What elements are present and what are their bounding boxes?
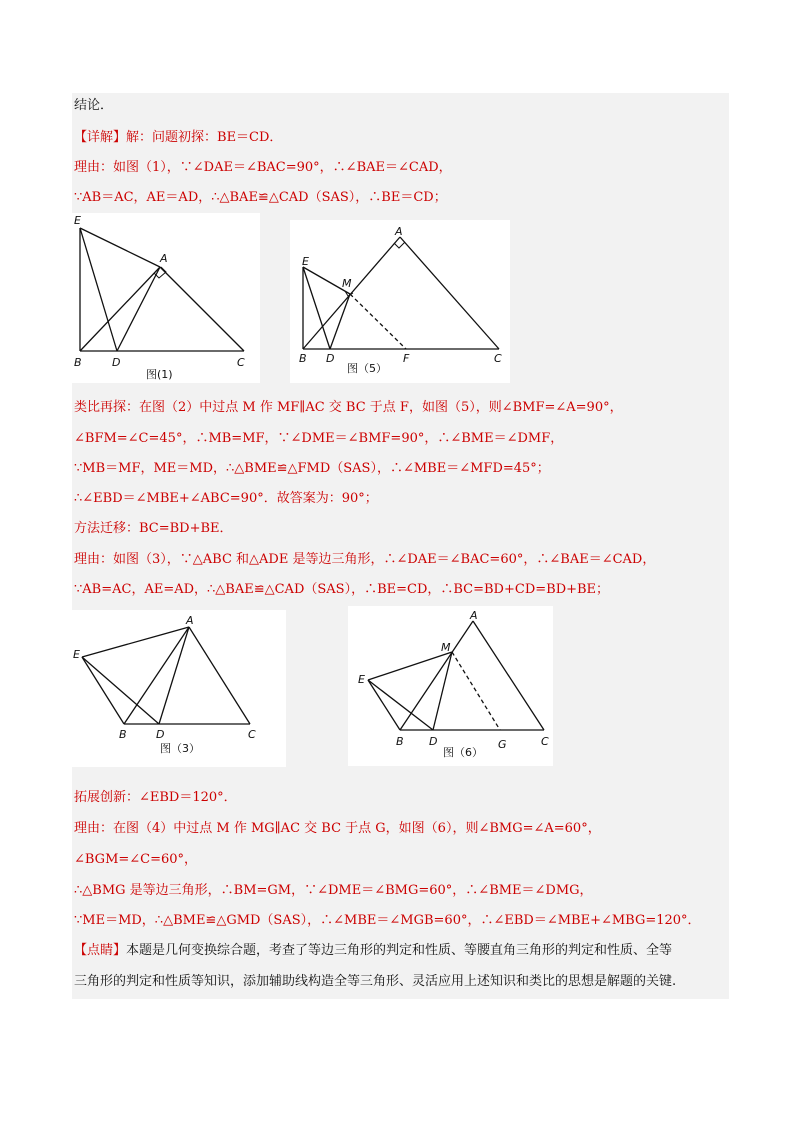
fig5-label-b: B [299,352,307,365]
text-line-3: 理由：如图（1），∵∠DAE＝∠BAC=90°，∴∠BAE＝∠CAD， [74,160,452,175]
fig5-label-m: M [342,277,352,290]
fig3-caption: 图（3） [160,742,200,755]
figure-1 [72,213,260,383]
fig6-label-g: G [498,738,507,751]
fig6-label-c: C [541,735,549,748]
detail-tag: 【详解】 [74,130,127,145]
fig5-label-d: D [326,352,335,365]
fig1-label-d: D [112,356,121,369]
detail-text: 解：问题初探：BE＝CD． [126,130,283,145]
text-line-8: ∴∠EBD＝∠MBE+∠ABC=90°．故答案为：90°； [74,491,378,506]
fig6-label-d: D [429,735,438,748]
fig1-label-c: C [237,356,245,369]
text-line-10: 理由：如图（3），∵△ABC 和△ADE 是等边三角形，∴∠DAE＝∠BAC=60°，∴∠BAE＝∠CAD， [74,552,656,567]
text-line-16: ∵ME＝MD，∴△BME≌△GMD（SAS），∴∠MBE＝∠MGB=60°，∴∠EBD＝∠MBE+∠MBG=120°． [74,913,701,928]
fig1-label-e: E [74,214,81,227]
text-line-1: 结论． [74,98,114,113]
text-line-14: ∠BGM=∠C=60°， [74,852,198,867]
text-line-5: 类比再探：在图（2）中过点 M 作 MF∥AC 交 BC 于点 F，如图（5），则∠BMF=∠A=90°， [74,400,623,415]
fig5-caption: 图（5） [347,362,387,375]
fig1-label-b: B [74,356,82,369]
fig6-caption: 图（6） [443,746,483,759]
fig5-label-f: F [403,352,410,365]
fig5-label-e: E [302,255,309,268]
text-line-4: ∵AB＝AC，AE＝AD，∴△BAE≌△CAD（SAS），∴BE＝CD； [74,190,447,205]
tip-tag: 【点睛】 [74,943,127,958]
fig3-label-b: B [119,728,127,741]
figure-5 [290,220,510,383]
text-line-9: 方法迁移：BC=BD+BE． [74,521,233,536]
fig3-label-e: E [73,648,80,661]
fig3-label-d: D [156,728,165,741]
text-line-11: ∵AB=AC，AE=AD，∴△BAE≌△CAD（SAS），∴BE=CD，∴BC=BD+CD=BD+BE； [74,582,610,597]
text-line-13: 理由：在图（4）中过点 M 作 MG∥AC 交 BC 于点 G，如图（6），则∠BMG=∠A=60°， [74,821,601,836]
fig6-label-m: M [441,641,451,654]
text-line-2 [74,130,282,146]
tip-text: 本题是几何变换综合题，考查了等边三角形的判定和性质、等腰直角三角形的判定和性质、全等 [126,943,673,958]
text-line-17 [74,943,672,959]
fig3-label-c: C [248,728,256,741]
fig5-label-c: C [494,352,502,365]
text-line-15: ∴△BMG 是等边三角形，∴BM=GM，∵∠DME＝∠BMG=60°，∴∠BME＝∠DMG， [74,883,593,898]
figure-6 [348,606,553,766]
fig6-label-a: A [470,609,478,622]
fig6-label-b: B [396,735,404,748]
text-line-12: 拓展创新：∠EBD＝120°． [74,790,237,805]
fig6-label-e: E [358,673,365,686]
figure-3 [72,610,286,767]
fig1-label-a: A [160,252,168,265]
text-line-6: ∠BFM=∠C=45°，∴MB=MF，∵∠DME＝∠BMF=90°，∴∠BME＝∠DMF， [74,431,564,446]
fig5-label-a: A [395,225,403,238]
text-line-18: 三角形的判定和性质等知识，添加辅助线构造全等三角形、灵活应用上述知识和类比的思想是解题的关键. [74,974,677,989]
fig1-caption: 图(1) [146,368,173,381]
fig3-label-a: A [186,614,194,627]
text-line-7: ∵MB＝MF，ME＝MD，∴△BME≌△FMD（SAS），∴∠MBE＝∠MFD=45°； [74,461,550,476]
